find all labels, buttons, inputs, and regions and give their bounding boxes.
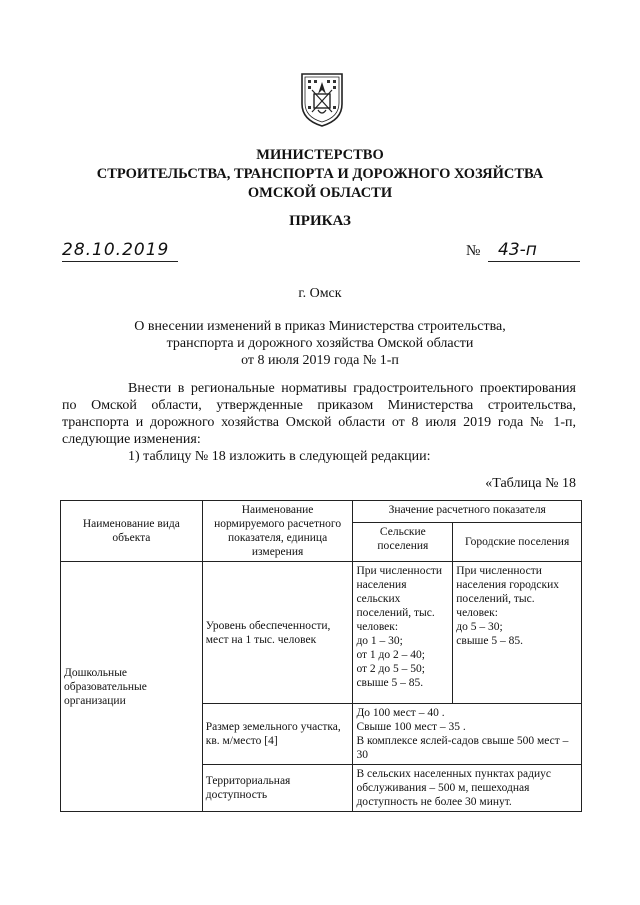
urban-line: свыше 5 – 85. bbox=[456, 635, 524, 647]
subject-line-3: от 8 июля 2019 года № 1-п bbox=[241, 353, 399, 368]
indicator-cell: Уровень обеспеченности, мест на 1 тыс. человек bbox=[202, 562, 353, 704]
rural-value-cell bbox=[353, 562, 453, 704]
value-line: В комплексе яслей-садов свыше 500 мест – 30 bbox=[356, 735, 569, 761]
header-indicator: Наименование нормируемого расчетного показателя, единица измерения bbox=[202, 501, 353, 562]
body-paragraph: Внести в региональные нормативы градостроительного проектирования по Омской области, утвержденные приказом Министерства строительства, транспорта и дорожного хозяйства Омской области от 8 июля 2019 года № 1-п, следующие изменения: bbox=[62, 381, 576, 447]
ministry-line-3: ОМСКОЙ ОБЛАСТИ bbox=[247, 185, 393, 201]
ministry-line-2: СТРОИТЕЛЬСТВА, ТРАНСПОРТА И ДОРОЖНОГО ХОЗЯЙСТВА bbox=[96, 166, 544, 182]
urban-line: до 5 – 30; bbox=[456, 621, 503, 633]
header-rural: Сельские поселения bbox=[353, 523, 453, 562]
indicator-cell: Размер земельного участка, кв. м/место [4] bbox=[202, 704, 353, 765]
subject-line-2: транспорта и дорожного хозяйства Омской области bbox=[166, 336, 474, 351]
omsk-coat-of-arms-icon bbox=[300, 70, 344, 128]
table-header-row bbox=[61, 501, 582, 523]
norms-table bbox=[60, 500, 582, 812]
document-date: 28.10.2019 bbox=[62, 240, 178, 262]
value-line: Свыше 100 мест – 35 . bbox=[356, 721, 466, 733]
urban-line: При численности населения городских поселений, тыс. человек: bbox=[456, 565, 560, 619]
rural-line: от 2 до 5 – 50; bbox=[356, 663, 425, 675]
rural-line: При численности населения сельских поселений, тыс. человек: bbox=[356, 565, 443, 633]
rural-line: до 1 – 30; bbox=[356, 635, 403, 647]
ministry-name bbox=[0, 146, 640, 203]
rural-line: свыше 5 – 85. bbox=[356, 677, 424, 689]
ministry-line-1: МИНИСТЕРСТВО bbox=[256, 147, 384, 163]
header-value-group: Значение расчетного показателя bbox=[353, 501, 582, 523]
value-line: В сельских населенных пунктах радиус обслуживания – 500 м, пешеходная доступность не более 30 минут. bbox=[356, 768, 551, 808]
merged-value-cell bbox=[353, 704, 582, 765]
header-urban: Городские поселения bbox=[453, 523, 582, 562]
body-item-1: 1) таблицу № 18 изложить в следующей редакции: bbox=[128, 449, 431, 464]
city: г. Омск bbox=[298, 286, 342, 301]
indicator-cell: Территориальная доступность bbox=[202, 765, 353, 812]
table-caption: «Таблица № 18 bbox=[485, 476, 576, 491]
document-type: ПРИКАЗ bbox=[289, 213, 351, 229]
subject-line-1: О внесении изменений в приказ Министерства строительства, bbox=[134, 319, 506, 334]
document-body bbox=[62, 380, 576, 465]
merged-value-cell bbox=[353, 765, 582, 812]
urban-value-cell bbox=[453, 562, 582, 704]
number-sign: № bbox=[466, 243, 481, 259]
document-number: 43-п bbox=[488, 240, 580, 262]
document-subject bbox=[80, 318, 560, 369]
value-line: До 100 мест – 40 . bbox=[356, 707, 445, 719]
table-row bbox=[61, 562, 582, 704]
rural-line: от 1 до 2 – 40; bbox=[356, 649, 425, 661]
header-object-type: Наименование вида объекта bbox=[61, 501, 203, 562]
object-type-cell: Дошкольные образовательные организации bbox=[61, 562, 203, 812]
